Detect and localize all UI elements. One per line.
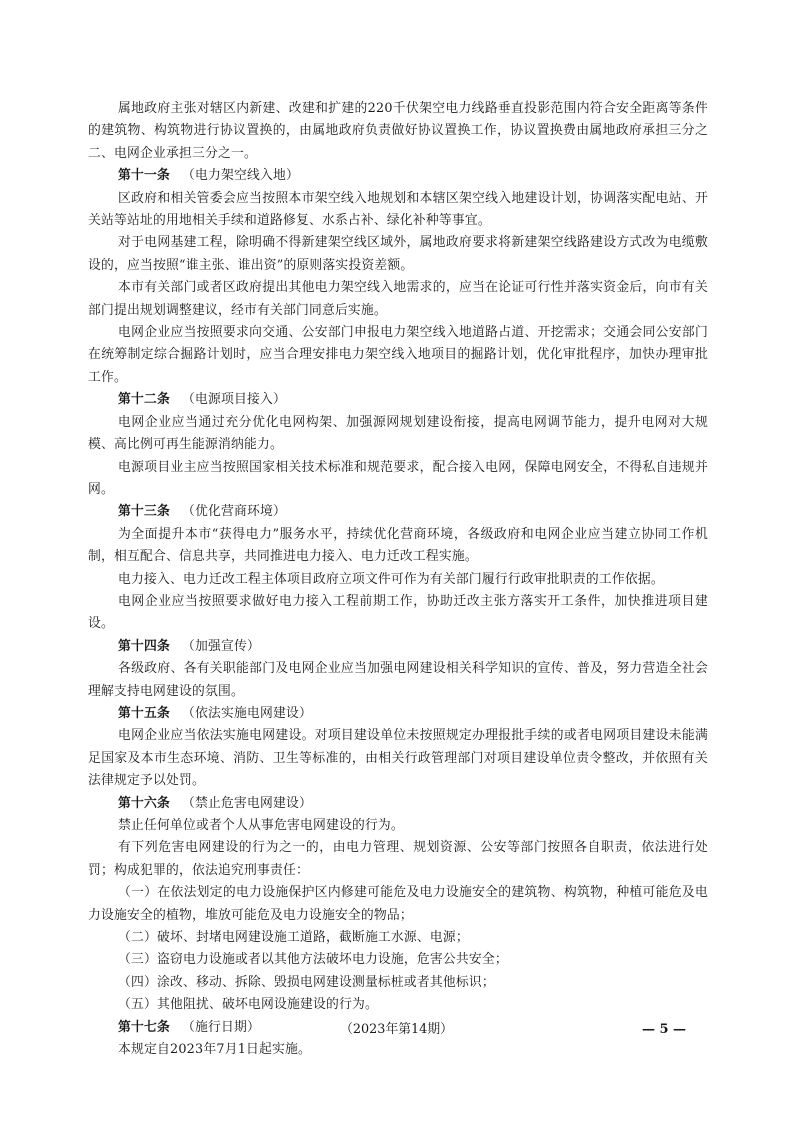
article-title: （电源项目接入）: [182, 392, 286, 408]
body-paragraph: 电网企业应当按照要求向交通、公安部门申报电力架空线入地道路占道、开挖需求；交通会同公安部门在统筹制定综合掘路计划时，应当合理安排电力架空线入地项目的掘路计划，优化审批程序，加快办理审批工作。: [88, 325, 708, 385]
page-number: — 5 —: [641, 1022, 687, 1037]
issue-label: （2023年第14期）: [340, 1022, 453, 1037]
body-paragraph: 有下列危害电网建设的行为之一的，由电力管理、规划资源、公安等部门按照各自职责，依法进行处罚；构成犯罪的，依法追究刑事责任：: [88, 840, 708, 878]
list-item: （一）在依法划定的电力设施保护区内修建可能危及电力设施安全的建筑物、构筑物，种植可能危及电力设施安全的植物，堆放可能危及电力设施安全的物品；: [88, 885, 708, 923]
list-item: （三）盗窃电力设施或者以其他方法破坏电力设施，危害公共安全；: [118, 952, 508, 968]
list-item: （二）破坏、封堵电网建设施工道路，截断施工水源、电源；: [118, 930, 469, 946]
article-number: 第十二条: [118, 392, 170, 408]
article-number: 第十六条: [118, 795, 170, 811]
article-number: 第十七条: [118, 1019, 170, 1035]
body-paragraph: 电网企业应当依法实施电网建设。对项目建设单位未按照规定办理报批手续的或者电网项目建设未能满足国家及本市生态环境、消防、卫生等标准的，由相关行政管理部门对项目建设单位责令整改，并依照有关法律规定予以处罚。: [88, 728, 708, 789]
body-paragraph: 属地政府主张对辖区内新建、改建和扩建的220千伏架空电力线路垂直投影范围内符合安全距离等条件的建筑物、构筑物进行协议置换的，由属地政府负责做好协议置换工作，协议置换费由属地政府承担三分之二、电网企业承担三分之一。: [88, 101, 708, 161]
body-paragraph: 禁止任何单位或者个人从事危害电网建设的行为。: [118, 818, 404, 833]
body-paragraph: 电源项目业主应当按照国家相关技术标准和规范要求，配合接入电网，保障电网安全，不得私自违规并网。: [88, 459, 708, 497]
body-paragraph: 各级政府、各有关职能部门及电网企业应当加强电网建设相关科学知识的宣传、普及，努力营造全社会理解支持电网建设的氛围。: [88, 661, 708, 699]
article-heading: [88, 165, 708, 187]
article-number: 第十一条: [118, 168, 170, 184]
body-paragraph: 电网企业应当通过充分优化电网构架、加强源网规划建设衔接，提高电网调节能力，提升电网对大规模、高比例可再生能源消纳能力。: [88, 414, 708, 453]
body-paragraph: 本规定自2023年7月1日起实施。: [118, 1042, 312, 1058]
article-number: 第十五条: [118, 705, 170, 721]
article-heading: [88, 501, 708, 523]
article-heading: [88, 793, 708, 815]
document-body: [88, 98, 708, 1061]
article-heading: [88, 389, 708, 411]
article-number: 第十三条: [118, 504, 170, 520]
article-title: （禁止危害电网建设）: [182, 795, 312, 811]
article-heading: [88, 703, 708, 725]
body-paragraph: 对于电网基建工程，除明确不得新建架空线区域外，属地政府要求将新建架空线路建设方式改为电缆敷设的，应当按照“谁主张、谁出资”的原则落实投资差额。: [88, 235, 708, 273]
article-title: （加强宣传）: [182, 638, 260, 654]
article-title: （依法实施电网建设）: [182, 705, 312, 721]
article-title: （电力架空线入地）: [182, 168, 299, 184]
article-title: （施行日期）: [182, 1019, 260, 1035]
body-paragraph: 为全面提升本市“获得电力”服务水平，持续优化营商环境，各级政府和电网企业应当建立协同工作机制，相互配合、信息共享，共同推进电力接入、电力迁改工程实施。: [88, 526, 708, 565]
body-paragraph: 电网企业应当按照要求做好电力接入工程前期工作，协助迁改主张方落实开工条件，加快推进项目建设。: [88, 593, 708, 632]
article-title: （优化营商环境）: [182, 504, 286, 520]
article-number: 第十四条: [118, 638, 170, 654]
body-paragraph: 区政府和相关管委会应当按照本市架空线入地规划和本辖区架空线入地建设计划，协调落实配电站、开关站等站址的用地相关手续和道路修复、水系占补、绿化补种等事宜。: [88, 190, 708, 229]
body-paragraph: 电力接入、电力迁改工程主体项目政府立项文件可作为有关部门履行行政审批职责的工作依据。: [118, 571, 664, 587]
article-heading: [88, 636, 708, 658]
list-item: （四）涂改、移动、拆除、毁损电网建设测量标桩或者其他标识；: [118, 974, 495, 990]
list-item: （五）其他阻扰、破坏电网设施建设的行为。: [118, 997, 378, 1013]
body-paragraph: 本市有关部门或者区政府提出其他电力架空线入地需求的，应当在论证可行性并落实资金后，向市有关部门提出规划调整建议，经市有关部门同意后实施。: [88, 280, 708, 318]
